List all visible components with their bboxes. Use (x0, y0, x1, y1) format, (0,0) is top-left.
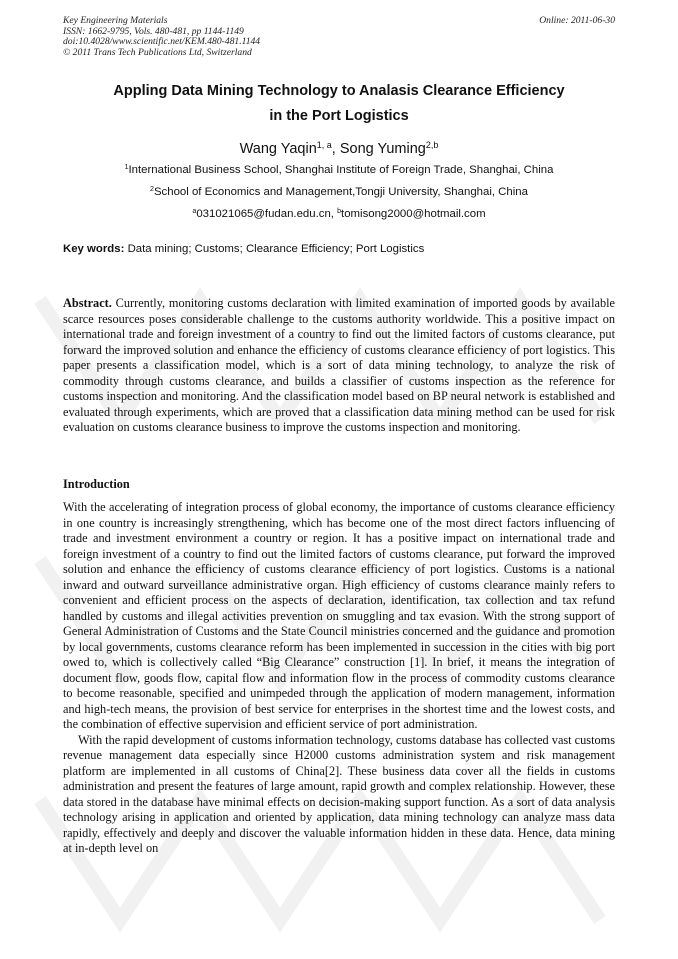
author-separator: , (331, 141, 340, 157)
introduction-paragraph-2: With the rapid development of customs information technology, customs database has collected vast customs revenue management data especially since H2000 customs administration system and risk management platform are implemented in all customs of China[2]. These business data cover all the fields in customs administration and present the features of large amount, rapid growth and complex relationship. However, these data stored in the database have minimal effects on decision-making support function. As a sort of data analysis technology arising in application and oriented by application, data mining technology can analyze mass data rapidly, effectively and deeply and discover the valuable information hidden in these data. Hence, data mining at in-depth level on (63, 732, 615, 855)
author-2-name: Song Yuming (339, 141, 426, 157)
abstract-label: Abstract. (63, 296, 112, 310)
paper-title (40, 79, 638, 129)
affiliation-2 (40, 186, 638, 198)
abstract-text: Currently, monitoring customs declaration with limited examination of imported goods by available scarce resources poses considerable challenge to the customs authority worldwide. This a positive impact on international trade and foreign investment of a country to find out the limited factors of customs clearance, put forward the improved solution and enhance the efficiency of customs clearance efficiency of port logistics. This paper presents a classification model, which is a sort of data mining technology, to analyze the risk of commodity through customs clearance, and builds a classifier of customs inspection as the reference for customs inspection and monitoring. And the classification model based on BP neural network is established and evaluated through experiments, which are proved that a classification data mining method can be used for risk evaluation on customs clearance business to improve the customs inspection and monitoring. (63, 296, 615, 434)
issn-line: ISSN: 1662-9795, Vols. 480-481, pp 1144-1149 (63, 25, 244, 37)
affiliation-2-text: School of Economics and Management,Tongji University, Shanghai, China (153, 186, 528, 198)
doi-line: doi:10.4028/www.scientific.net/KEM.480-481.1144 (63, 36, 261, 48)
author-list (40, 141, 638, 157)
introduction-paragraph-1: With the accelerating of integration process of global economy, the importance of customs clearance efficiency in one country is increasingly strengthening, which has become one of the most direct factors influencing of trade and investment environment a country or region. It has a positive impact on international trade and foreign investment of a country to find out the limited factors of customs clearance, put forward the improved solution and enhance the efficiency of customs clearance efficiency of port logistics. Customs is a national inward and outward surveillance administrative organ. High efficiency of customs clearance mainly refers to convenient and efficient process on the aspects of declaration, identification, tax collection and tax refund handled by customs and illegal activities prevention on smuggling and tax evasion. With the strong support of General Administration of Customs and the State Council ministries concerned and the guidance and promotion by local governments, customs clearance reform has been implemented in succession in the cities with big port owed to, which is collectively called “Big Clearance” construction [1]. In brief, it means the integration of document flow, goods flow, capital flow and information flow in the process of commodity customs clearance to become reasonable, specified and unimpeded through the application of modern management, information and high-tech means, the provision of best service for enterprises in the shortest time and the lowest costs, and the combination of effective supervision and efficient service of port administration. (63, 500, 615, 731)
affiliation-1 (40, 164, 638, 176)
journal-name: Key Engineering Materials (63, 15, 168, 26)
email-b-marker: b (337, 208, 342, 216)
keywords (63, 243, 424, 255)
abstract (63, 296, 615, 436)
affiliation-1-text: International Business School, Shanghai Institute of Foreign Trade, Shanghai, China (128, 164, 554, 176)
affiliation-2-marker: 2 (150, 186, 154, 194)
author-1-name: Wang Yaqin (239, 141, 317, 157)
online-date: Online: 2011-06-30 (539, 15, 615, 26)
keywords-label: Key words: (63, 243, 125, 255)
affiliation-1-marker: 1 (124, 164, 129, 172)
email-a: 031021065@fudan.edu.cn, (196, 208, 338, 220)
email-a-marker: a (192, 208, 197, 216)
introduction-heading: Introduction (63, 477, 130, 491)
introduction-body (63, 500, 615, 857)
copyright-line: © 2011 Trans Tech Publications Ltd, Switzerland (63, 46, 252, 58)
author-1-affiliation-marker: 1, a (316, 140, 332, 151)
journal-header (63, 16, 463, 58)
paper-title-line-2: in the Port Logistics (269, 108, 409, 124)
keywords-text: Data mining; Customs; Clearance Efficiency; Port Logistics (124, 243, 425, 255)
author-emails (40, 208, 638, 220)
email-b: tomisong2000@hotmail.com (341, 208, 486, 220)
paper-title-line-1: Appling Data Mining Technology to Analasis Clearance Efficiency (113, 83, 565, 99)
author-2-affiliation-marker: 2,b (425, 140, 439, 151)
